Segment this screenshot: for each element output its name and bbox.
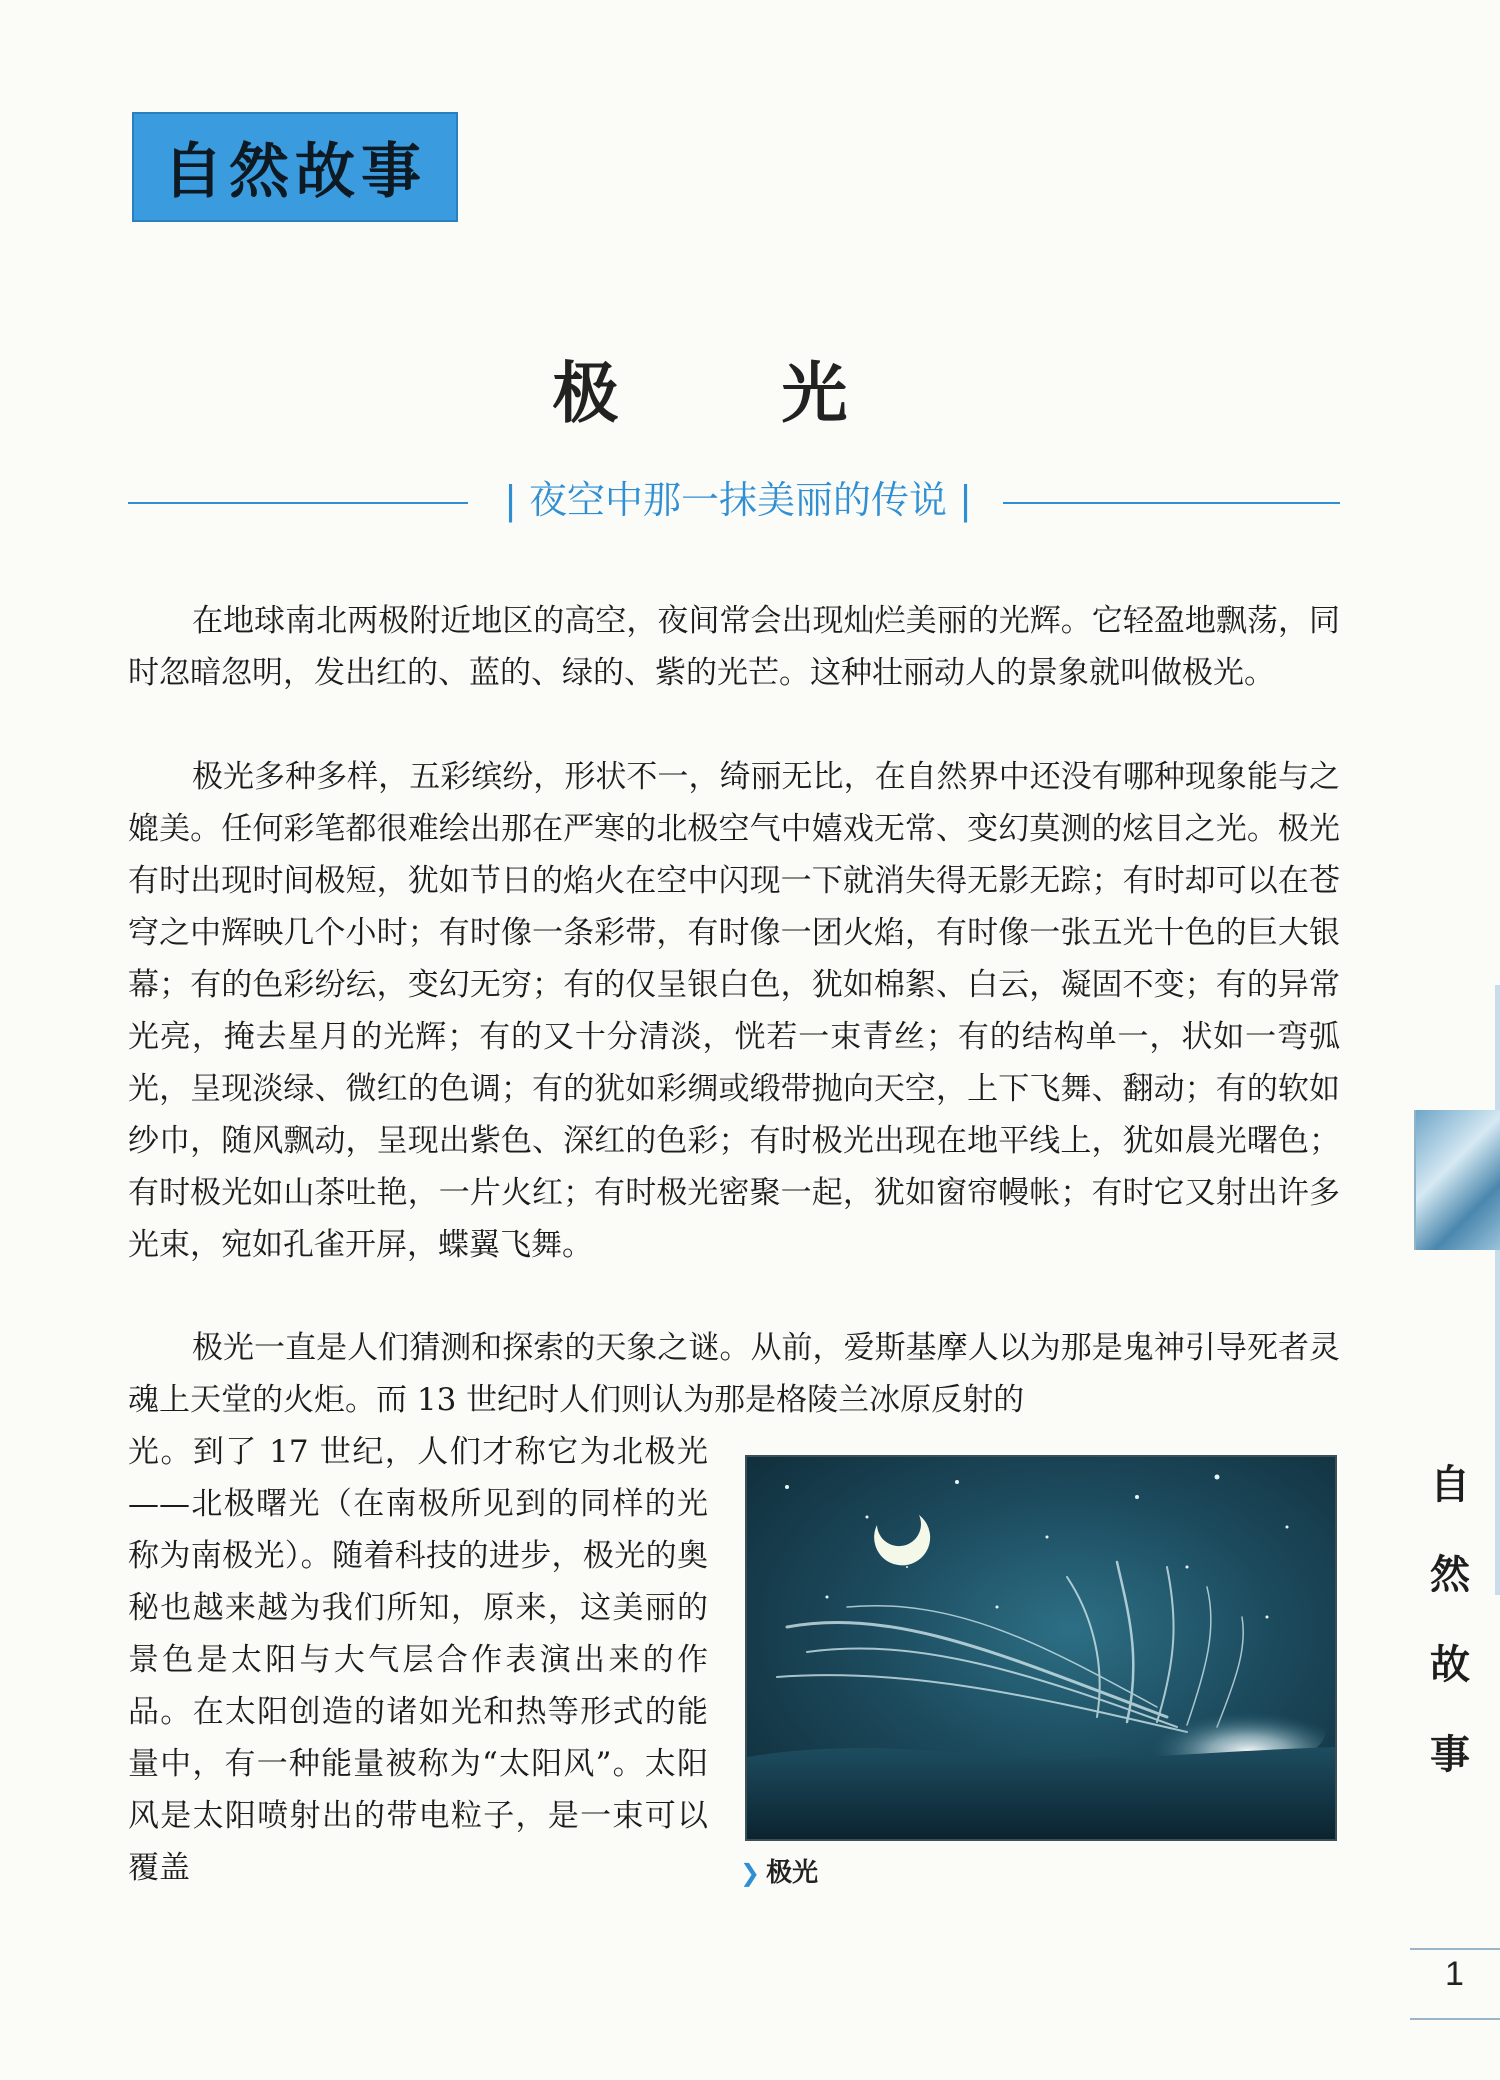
section-badge: [132, 112, 458, 222]
body-paragraph-3: 极光一直是人们猜测和探索的天象之谜。从前，爱斯基摩人以为那是鬼神引导死者灵魂上天堂的火炬。而 13 世纪时人们则认为那是格陵兰冰原反射的: [128, 1330, 1340, 1418]
article-subtitle: | 夜空中那一抹美丽的传说 |: [504, 478, 972, 522]
aurora-photo: [745, 1455, 1337, 1841]
figure-caption-text: 极光: [766, 1858, 819, 1888]
subtitle-rule-left: [128, 502, 468, 504]
side-tab-label: [1415, 1440, 1485, 1800]
edge-thumbnail-image: [1414, 1110, 1500, 1250]
side-tab-char: 然: [1430, 1552, 1470, 1598]
chevron-right-icon: ❯: [740, 1859, 761, 1887]
subtitle-row: [128, 470, 1340, 530]
aurora-illustration: [747, 1457, 1335, 1839]
subtitle-rule-right: [1003, 502, 1340, 504]
figure-caption: [740, 1852, 818, 1889]
section-badge-label: 自然故事: [163, 137, 427, 207]
side-tab-char: 自: [1430, 1462, 1470, 1508]
page-number: 1: [1445, 1955, 1464, 1993]
body-paragraph-1: 在地球南北两极附近地区的高空，夜间常会出现灿烂美丽的光辉。它轻盈地飘荡，同时忽暗忽明，发出红的、蓝的、绿的、紫的光芒。这种壮丽动人的景象就叫做极光。: [128, 603, 1340, 691]
article-title: 极 光: [552, 354, 918, 432]
page-edge-strip: [1495, 985, 1500, 1595]
side-tab-char: 事: [1430, 1732, 1470, 1778]
body-paragraph-4: 光。到了 17 世纪，人们才称它为北极光——北极曙光（在南极所见到的同样的光称为南极光）。随着科技的进步，极光的奥秘也越来越为我们所知，原来，这美丽的景色是太阳与大气层合作表演出来的作品。在太阳创造的诸如光和热等形式的能量中，有一种能量被称为“太阳风”。太阳风是太阳喷射出的带电粒子，是一束可以覆盖: [128, 1434, 708, 1886]
side-tab-char: 故: [1430, 1642, 1470, 1688]
page-number-rule-bottom: [1410, 2018, 1500, 2020]
body-paragraph-2: 极光多种多样，五彩缤纷，形状不一，绮丽无比，在自然界中还没有哪种现象能与之媲美。任何彩笔都很难绘出那在严寒的北极空气中嬉戏无常、变幻莫测的炫目之光。极光有时出现时间极短，犹如节日的焰火在空中闪现一下就消失得无影无踪；有时却可以在苍穹之中辉映几个小时；有时像一条彩带，有时像一团火焰，有时像一张五光十色的巨大银幕；有的色彩纷纭，变幻无穷；有的仅呈银白色，犹如棉絮、白云，凝固不变；有的异常光亮，掩去星月的光辉；有的又十分清淡，恍若一束青丝；有的结构单一，状如一弯弧光，呈现淡绿、微红的色调；有的犹如彩绸或缎带抛向天空，上下飞舞、翻动；有的软如纱巾，随风飘动，呈现出紫色、深红的色彩；有时极光出现在地平线上，犹如晨光曙色；有时极光如山茶吐艳，一片火红；有时极光密聚一起，犹如窗帘幔帐；有时它又射出许多光束，宛如孔雀开屏，蝶翼飞舞。: [128, 759, 1340, 1263]
page-number-rule-top: [1410, 1948, 1500, 1950]
